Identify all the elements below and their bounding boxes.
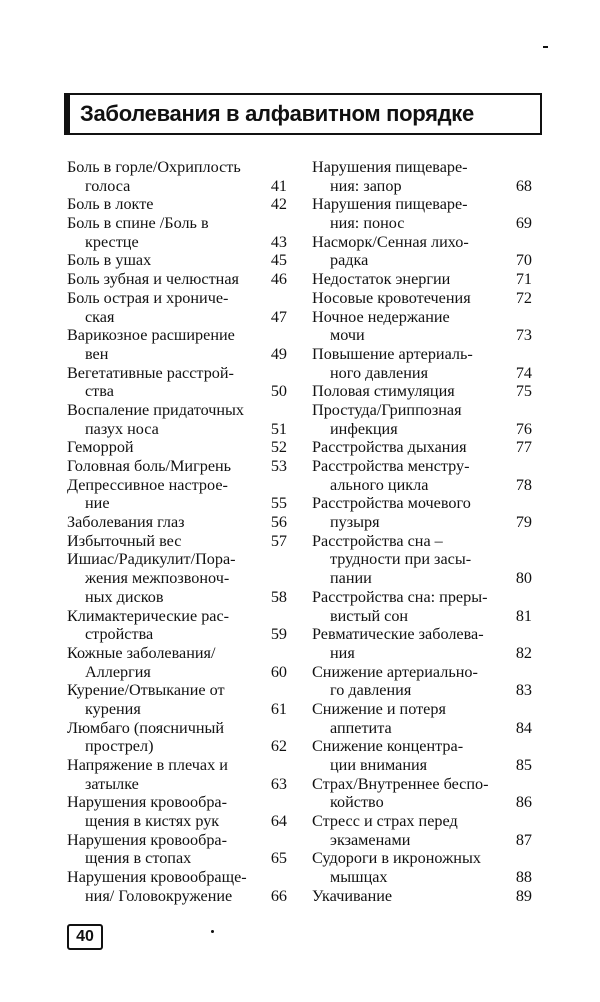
index-entry bbox=[67, 513, 287, 532]
index-entry bbox=[67, 476, 287, 513]
entry-text: ального цикла bbox=[330, 475, 429, 494]
entry-title-line bbox=[67, 681, 287, 700]
entry-text: Аллергия bbox=[85, 662, 151, 681]
index-entry bbox=[67, 793, 287, 830]
entry-title-continuation bbox=[312, 326, 532, 345]
entry-page-number: 63 bbox=[270, 774, 287, 793]
entry-title-line bbox=[312, 308, 532, 327]
entry-page-number: 65 bbox=[270, 849, 287, 868]
entry-title-line bbox=[67, 868, 287, 887]
entry-page-number: 74 bbox=[515, 363, 532, 382]
entry-title-continuation bbox=[67, 494, 287, 513]
index-entry bbox=[67, 868, 287, 905]
entry-title-line bbox=[312, 438, 532, 457]
entry-page-number: 70 bbox=[515, 251, 532, 270]
entry-title-continuation bbox=[67, 737, 287, 756]
entry-title-line bbox=[67, 401, 287, 420]
entry-title-line bbox=[312, 289, 532, 308]
entry-text: Климактерические рас- bbox=[67, 606, 230, 625]
entry-title-continuation bbox=[312, 644, 532, 663]
entry-text: ния: понос bbox=[330, 214, 405, 233]
entry-title-continuation bbox=[312, 420, 532, 439]
entry-page-number: 82 bbox=[515, 643, 532, 662]
entry-title-line bbox=[312, 270, 532, 289]
entry-page-number: 80 bbox=[515, 569, 532, 588]
entry-title-line bbox=[67, 513, 287, 532]
entry-title-continuation bbox=[312, 214, 532, 233]
index-entry bbox=[312, 457, 532, 494]
entry-title-line bbox=[67, 476, 287, 495]
entry-title-continuation bbox=[67, 569, 287, 588]
entry-text: Боль в ушах bbox=[67, 251, 152, 270]
entry-page-number: 58 bbox=[270, 587, 287, 606]
entry-text: инфекция bbox=[330, 419, 398, 438]
index-entry bbox=[312, 663, 532, 700]
entry-title-line bbox=[312, 345, 532, 364]
entry-text: Варикозное расширение bbox=[67, 326, 235, 345]
entry-title-line bbox=[312, 625, 532, 644]
entry-page-number: 56 bbox=[270, 513, 287, 532]
entry-text: аппетита bbox=[330, 718, 392, 737]
entry-page-number: 47 bbox=[270, 307, 287, 326]
entry-text: прострел) bbox=[85, 737, 154, 756]
entry-text: радка bbox=[330, 251, 369, 270]
entry-title-line bbox=[67, 438, 287, 457]
index-column-right bbox=[312, 158, 532, 906]
index-entry bbox=[312, 289, 532, 308]
index-entry bbox=[312, 382, 532, 401]
index-entry bbox=[312, 700, 532, 737]
entry-text: щения в стопах bbox=[85, 849, 192, 868]
index-entry bbox=[67, 756, 287, 793]
section-title: Заболевания в алфавитном порядке bbox=[80, 101, 474, 126]
entry-page-number: 81 bbox=[515, 606, 532, 625]
entry-page-number: 84 bbox=[515, 718, 532, 737]
entry-text: Боль в локте bbox=[67, 195, 154, 214]
entry-text: Курение/Отвыкание от bbox=[67, 681, 225, 700]
entry-page-number: 75 bbox=[515, 382, 532, 401]
entry-title-continuation bbox=[312, 719, 532, 738]
index-entry bbox=[67, 719, 287, 756]
index-entry bbox=[67, 326, 287, 363]
entry-title-line bbox=[312, 158, 532, 177]
entry-title-line bbox=[312, 401, 532, 420]
index-entry bbox=[67, 214, 287, 251]
entry-title-continuation bbox=[312, 607, 532, 626]
entry-title-continuation bbox=[67, 382, 287, 401]
entry-title-line bbox=[67, 831, 287, 850]
index-column-left bbox=[67, 158, 287, 906]
index-entry bbox=[67, 550, 287, 606]
entry-text: ных дисков bbox=[85, 587, 164, 606]
entry-text: ния bbox=[330, 643, 355, 662]
entry-page-number: 88 bbox=[515, 868, 532, 887]
index-entry bbox=[312, 195, 532, 232]
entry-text: мочи bbox=[330, 326, 365, 345]
entry-page-number: 55 bbox=[270, 494, 287, 513]
entry-page-number: 64 bbox=[270, 812, 287, 831]
index-entry bbox=[312, 812, 532, 849]
index-entry bbox=[67, 195, 287, 214]
entry-text: вистый сон bbox=[330, 606, 409, 625]
entry-title-continuation bbox=[312, 793, 532, 812]
index-entry bbox=[312, 308, 532, 345]
index-entry bbox=[312, 887, 532, 906]
entry-page-number: 49 bbox=[270, 344, 287, 363]
entry-title-line bbox=[312, 195, 532, 214]
entry-text: курения bbox=[85, 699, 141, 718]
entry-text: Депрессивное настрое- bbox=[67, 475, 228, 494]
entry-text: ства bbox=[85, 382, 114, 401]
entry-page-number: 86 bbox=[515, 793, 532, 812]
entry-title-line bbox=[67, 158, 287, 177]
index-entry bbox=[67, 251, 287, 270]
entry-text: затылке bbox=[85, 774, 139, 793]
index-entry bbox=[67, 289, 287, 326]
entry-text: Нарушения кровообра- bbox=[67, 830, 227, 849]
entry-text: Головная боль/Мигрень bbox=[67, 457, 232, 475]
index-entry bbox=[312, 233, 532, 270]
entry-text: койство bbox=[330, 793, 384, 812]
entry-text: трудности при засы- bbox=[330, 550, 472, 569]
entry-title-continuation bbox=[67, 625, 287, 644]
entry-title-line bbox=[67, 607, 287, 626]
entry-title-line bbox=[67, 756, 287, 775]
index-entry bbox=[312, 849, 532, 886]
entry-title-line bbox=[67, 532, 287, 551]
entry-text: Расстройства сна: преры- bbox=[312, 587, 488, 606]
entry-title-line bbox=[67, 251, 287, 270]
entry-title-continuation bbox=[312, 251, 532, 270]
entry-title-line bbox=[67, 289, 287, 308]
entry-text: Снижение концентра- bbox=[312, 737, 464, 756]
entry-text: ния/ Головокружение bbox=[85, 886, 233, 905]
entry-title-line bbox=[67, 364, 287, 383]
entry-text: Половая стимуляция bbox=[312, 382, 455, 401]
entry-title-line bbox=[312, 494, 532, 513]
entry-text: Заболевания глаз bbox=[67, 513, 185, 532]
entry-page-number: 68 bbox=[515, 176, 532, 195]
entry-text: Расстройства мочевого bbox=[312, 494, 471, 513]
entry-title-line bbox=[312, 849, 532, 868]
index-entry bbox=[67, 457, 287, 476]
entry-text: ния: запор bbox=[330, 176, 402, 195]
page-number: 40 bbox=[76, 928, 94, 945]
index-entry bbox=[312, 737, 532, 774]
entry-title-line bbox=[67, 195, 287, 214]
entry-text: Расстройства дыхания bbox=[312, 438, 467, 457]
entry-text: экзаменами bbox=[330, 830, 411, 849]
entry-page-number: 60 bbox=[270, 662, 287, 681]
entry-page-number: 46 bbox=[270, 270, 287, 289]
entry-text: Расстройства сна – bbox=[312, 531, 443, 550]
entry-title-line bbox=[312, 382, 532, 401]
entry-text: крестце bbox=[85, 232, 139, 251]
entry-title-continuation bbox=[312, 177, 532, 196]
entry-text: Боль в спине /Боль в bbox=[67, 214, 209, 233]
entry-text: Снижение артериально- bbox=[312, 662, 478, 681]
index-entry bbox=[67, 644, 287, 681]
entry-title-line bbox=[312, 737, 532, 756]
entry-title-continuation bbox=[312, 550, 532, 569]
entry-page-number: 52 bbox=[270, 438, 287, 457]
entry-title-continuation bbox=[67, 420, 287, 439]
entry-text: вен bbox=[85, 344, 109, 363]
entry-text: Ишиас/Радикулит/Пора- bbox=[67, 550, 236, 569]
entry-text: Простуда/Гриппозная bbox=[312, 400, 462, 419]
entry-title-continuation bbox=[312, 756, 532, 775]
entry-page-number: 72 bbox=[515, 288, 532, 307]
index-entry bbox=[312, 775, 532, 812]
entry-text: Снижение и потеря bbox=[312, 699, 446, 718]
entry-title-line bbox=[312, 588, 532, 607]
entry-title-continuation bbox=[312, 364, 532, 383]
entry-text: пузыря bbox=[330, 513, 380, 532]
entry-text: ного давления bbox=[330, 363, 429, 382]
entry-text: Нарушения кровообраще- bbox=[67, 868, 247, 887]
index-entry bbox=[67, 831, 287, 868]
entry-text: Геморрой bbox=[67, 438, 134, 457]
entry-page-number: 45 bbox=[270, 251, 287, 270]
index-entry bbox=[67, 438, 287, 457]
entry-text: Стресс и страх перед bbox=[312, 812, 458, 831]
entry-title-line bbox=[312, 663, 532, 682]
entry-title-continuation bbox=[67, 308, 287, 327]
entry-text: щения в кистях рук bbox=[85, 812, 220, 831]
entry-text: пании bbox=[330, 569, 372, 588]
entry-page-number: 50 bbox=[270, 382, 287, 401]
index-entry bbox=[67, 532, 287, 551]
index-entry bbox=[67, 158, 287, 195]
entry-title-line bbox=[312, 700, 532, 719]
entry-text: Кожные заболевания/ bbox=[67, 643, 216, 662]
entry-page-number: 89 bbox=[515, 886, 532, 905]
entry-text: Нарушения пищеваре- bbox=[312, 195, 468, 214]
index-entry bbox=[67, 607, 287, 644]
entry-text: ние bbox=[85, 494, 110, 513]
index-entry bbox=[312, 158, 532, 195]
entry-page-number: 41 bbox=[270, 176, 287, 195]
index-entry bbox=[67, 681, 287, 718]
entry-text: ции внимания bbox=[330, 756, 428, 774]
entry-title-continuation bbox=[67, 345, 287, 364]
entry-title-continuation bbox=[67, 849, 287, 868]
entry-title-continuation bbox=[312, 868, 532, 887]
entry-title-continuation bbox=[67, 588, 287, 607]
entry-page-number: 61 bbox=[270, 699, 287, 718]
entry-title-continuation bbox=[67, 700, 287, 719]
entry-title-line bbox=[312, 233, 532, 252]
entry-title-continuation bbox=[312, 513, 532, 532]
entry-text: Избыточный вес bbox=[67, 531, 182, 550]
entry-text: Повышение артериаль- bbox=[312, 344, 473, 363]
section-header bbox=[64, 93, 542, 135]
entry-page-number: 62 bbox=[270, 737, 287, 756]
index-entry bbox=[312, 345, 532, 382]
entry-text: Судороги в икроножных bbox=[312, 849, 481, 868]
entry-text: Нарушения пищеваре- bbox=[312, 158, 468, 176]
entry-page-number: 51 bbox=[270, 419, 287, 438]
entry-title-continuation bbox=[67, 812, 287, 831]
entry-text: Боль зубная и челюстная bbox=[67, 270, 239, 289]
entry-text: стройства bbox=[85, 625, 154, 644]
index-entry bbox=[312, 270, 532, 289]
entry-title-continuation bbox=[312, 476, 532, 495]
entry-text: Недостаток энергии bbox=[312, 270, 451, 289]
entry-page-number: 79 bbox=[515, 513, 532, 532]
entry-title-line bbox=[67, 457, 287, 476]
index-entry bbox=[67, 270, 287, 289]
entry-title-line bbox=[67, 214, 287, 233]
entry-title-continuation bbox=[67, 233, 287, 252]
page-number-box bbox=[67, 924, 103, 950]
entry-text: голоса bbox=[85, 176, 131, 195]
entry-page-number: 85 bbox=[515, 756, 532, 774]
index-entry bbox=[67, 401, 287, 438]
index-entry bbox=[67, 364, 287, 401]
entry-page-number: 42 bbox=[270, 195, 287, 214]
entry-page-number: 78 bbox=[515, 475, 532, 494]
entry-title-line bbox=[312, 812, 532, 831]
index-entry bbox=[312, 438, 532, 457]
entry-title-continuation bbox=[312, 569, 532, 588]
entry-title-line bbox=[312, 775, 532, 794]
entry-title-line bbox=[312, 457, 532, 476]
entry-page-number: 43 bbox=[270, 232, 287, 251]
entry-page-number: 57 bbox=[270, 531, 287, 550]
entry-title-continuation bbox=[67, 663, 287, 682]
entry-title-line bbox=[67, 326, 287, 345]
entry-page-number: 76 bbox=[515, 419, 532, 438]
entry-text: мышцах bbox=[330, 868, 388, 887]
entry-text: Вегетативные расстрой- bbox=[67, 363, 234, 382]
entry-text: Ночное недержание bbox=[312, 307, 450, 326]
entry-title-continuation bbox=[67, 887, 287, 906]
entry-title-continuation bbox=[312, 681, 532, 700]
entry-text: Страх/Внутреннее беспо- bbox=[312, 774, 489, 793]
entry-text: Ревматические заболева- bbox=[312, 625, 484, 644]
entry-title-line bbox=[312, 532, 532, 551]
entry-title-line bbox=[67, 793, 287, 812]
stray-mark bbox=[543, 46, 548, 48]
entry-page-number: 73 bbox=[515, 326, 532, 345]
entry-text: Носовые кровотечения bbox=[312, 288, 471, 307]
entry-page-number: 77 bbox=[515, 438, 532, 457]
entry-title-line bbox=[67, 270, 287, 289]
index-entry bbox=[312, 532, 532, 588]
entry-title-continuation bbox=[67, 177, 287, 196]
entry-text: Насморк/Сенная лихо- bbox=[312, 232, 469, 251]
entry-text: ская bbox=[85, 307, 115, 326]
entry-title-line bbox=[312, 887, 532, 906]
entry-text: Нарушения кровообра- bbox=[67, 793, 227, 812]
index-entry bbox=[312, 588, 532, 625]
index-entry bbox=[312, 401, 532, 438]
entry-title-line bbox=[67, 719, 287, 738]
stray-dot bbox=[211, 930, 214, 933]
entry-page-number: 87 bbox=[515, 830, 532, 849]
entry-text: Боль острая и хрониче- bbox=[67, 288, 229, 307]
entry-page-number: 59 bbox=[270, 625, 287, 644]
entry-title-continuation bbox=[312, 831, 532, 850]
index-entry bbox=[312, 625, 532, 662]
entry-page-number: 53 bbox=[270, 457, 287, 475]
entry-text: Укачивание bbox=[312, 886, 393, 905]
index-entry bbox=[312, 494, 532, 531]
entry-text: Воспаление придаточных bbox=[67, 400, 245, 419]
entry-title-continuation bbox=[67, 775, 287, 794]
entry-page-number: 71 bbox=[515, 270, 532, 289]
entry-text: жения межпозвоноч- bbox=[85, 569, 230, 588]
entry-page-number: 69 bbox=[515, 214, 532, 233]
entry-text: Люмбаго (поясничный bbox=[67, 718, 225, 737]
entry-text: пазух носа bbox=[85, 419, 159, 438]
entry-page-number: 66 bbox=[270, 886, 287, 905]
entry-text: го давления bbox=[330, 681, 412, 700]
entry-text: Боль в горле/Охриплость bbox=[67, 158, 241, 176]
entry-text: Напряжение в плечах и bbox=[67, 756, 228, 774]
entry-page-number: 83 bbox=[515, 681, 532, 700]
entry-text: Расстройства менстру- bbox=[312, 457, 470, 475]
entry-title-line bbox=[67, 644, 287, 663]
entry-title-line bbox=[67, 550, 287, 569]
